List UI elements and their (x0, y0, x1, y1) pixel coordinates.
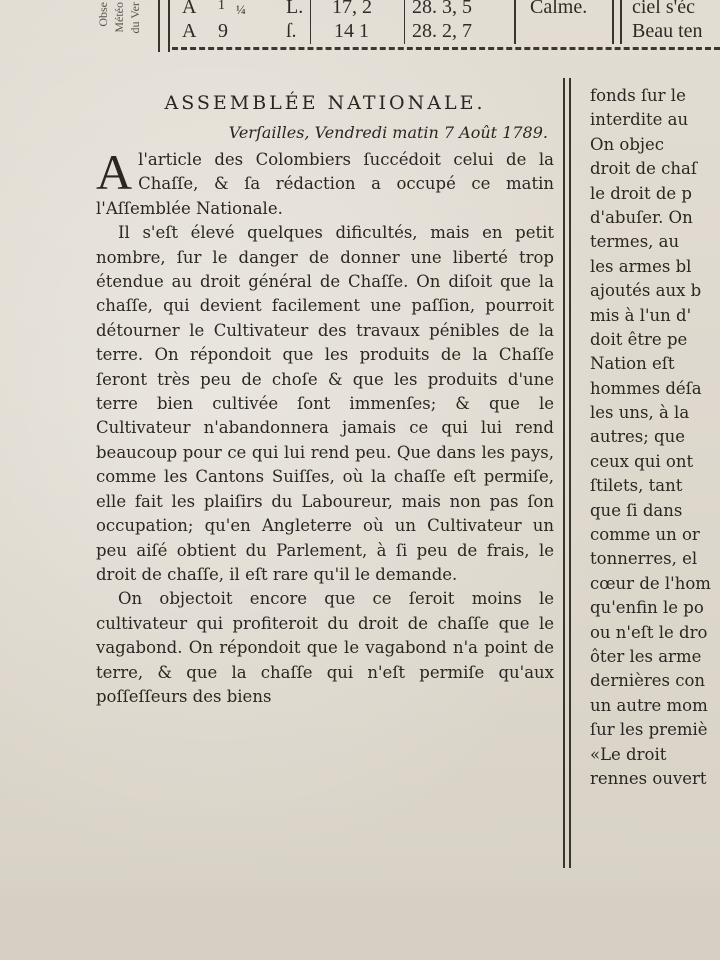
table-cell: A (182, 0, 197, 18)
table-cell: 17, 2 (332, 0, 372, 18)
right-column-line: les uns, à la (590, 403, 690, 423)
right-column-line: ôter les arme (590, 646, 702, 666)
article-paragraph: On objectoit encore que ce ſeroit moins le cultivateur qui profiteroit du droit de chaſſe que le vagabond. On répondoit que le vagabond n'a point de terre, & que la chaſſe qui n'eſt permiſe qu'aux poſſeſſeurs des biens (96, 589, 554, 706)
right-column-fragment (590, 84, 720, 791)
right-column-line: interdite au (590, 110, 689, 130)
table-divider (620, 0, 622, 44)
table-bottom-rule (172, 47, 720, 50)
article-column (96, 90, 554, 709)
table-cell: 14 1 (334, 20, 369, 42)
table-cell: 1 (218, 0, 225, 13)
right-column-line: ou n'eſt le dro (590, 622, 708, 642)
article-heading: ASSEMBLÉE NATIONALE. (164, 92, 486, 114)
right-column-line: Nation eſt (590, 354, 675, 374)
table-divider (514, 0, 516, 44)
right-column-line: mis à l'un d' (590, 305, 692, 325)
table-cell: Calme. (530, 0, 588, 18)
right-column-line: d'abuſer. On (590, 207, 693, 227)
right-column-line: cœur de l'hom (590, 573, 711, 593)
side-label-3: du Ver (128, 2, 142, 34)
right-column-line: droit de chaſ (590, 159, 697, 179)
right-column-line: «Le droit (590, 744, 667, 764)
right-column-line: ſtilets, tant (590, 476, 683, 496)
right-column-line: que ſi dans (590, 500, 683, 520)
table-cell: ciel s'éc (632, 0, 696, 18)
right-column-line: les armes bl (590, 256, 692, 276)
right-column-line: hommes déſa (590, 378, 702, 398)
right-column-line: doit être pe (590, 329, 688, 349)
right-column-line: termes, au (590, 232, 680, 252)
meteorological-table (0, 0, 720, 62)
right-column-line: le droit de p (590, 183, 692, 203)
table-cell: 9 (218, 20, 228, 42)
right-column-line: comme un or (590, 525, 700, 545)
right-column-line: ceux qui ont (590, 451, 694, 471)
table-cell: Beau ten (632, 20, 703, 42)
table-divider (310, 0, 311, 44)
right-column-line: tonnerres, el (590, 549, 698, 569)
table-divider (404, 0, 405, 44)
side-label-1: Obse (96, 2, 110, 27)
right-column-line: ſur les premiè (590, 720, 708, 740)
right-column-line: dernières con (590, 671, 706, 691)
table-cell: ſ. (286, 20, 297, 42)
article-dateline: Verſailles, Vendredi matin 7 Août 1789. (228, 123, 548, 142)
right-column-line: On objec (590, 134, 665, 154)
column-separator (563, 78, 571, 868)
article-paragraph: Il s'eſt élevé quelques dificultés, mais en petit nombre, ſur le danger de donner une liberté trop étendue au droit général de Chaſſe. On diſoit que la chaſſe, qui devient facilement une paſſion, pourroit détourner le Cultivateur des travaux pénibles de la terre. On répondoit que les produits de la Chaſſe ſeront très peu de choſe & que les produits d'une terre bien cultivée ſont immenſes; & que le Cultivateur n'abandonnera jamais ce qui lui rend beaucoup pour ce qui lui rend peu. Que dans les pays, comme les Cantons Suiſſes, où la chaſſe eſt permiſe, elle fait les plaiſirs du Laboureur, mais non pas ſon occupation; qu'en Angleterre où un Cultivateur un peu aiſé obtient du Parlement, à ſi peu de frais, le droit de chaſſe, il eſt rare qu'il le demande. (96, 223, 554, 584)
table-divider (612, 0, 614, 44)
right-column-line: autres; que (590, 427, 685, 447)
right-column-line: qu'enfin le po (590, 598, 704, 618)
right-column-line: ajoutés aux b (590, 281, 702, 301)
right-column-line: rennes ouvert (590, 768, 707, 788)
right-column-line: fonds ſur le (590, 86, 686, 105)
table-cell: ¼ (236, 2, 246, 17)
table-cell: 28. 3, 5 (412, 0, 472, 18)
article-paragraph (96, 144, 554, 221)
paragraph-text: l'article des Colombiers ſuccédoit celui de la Chaſſe, & ſa rédaction a occupé ce matin l'Aſſemblée Nationale. (96, 150, 554, 218)
table-cell: L. (286, 0, 304, 18)
page-margin (0, 870, 720, 960)
table-cell: A (182, 20, 197, 42)
side-label-2: Météo (112, 2, 126, 33)
table-cell: 28. 2, 7 (412, 20, 472, 42)
drop-cap: A (96, 144, 133, 200)
right-column-line: un autre mom (590, 695, 708, 715)
